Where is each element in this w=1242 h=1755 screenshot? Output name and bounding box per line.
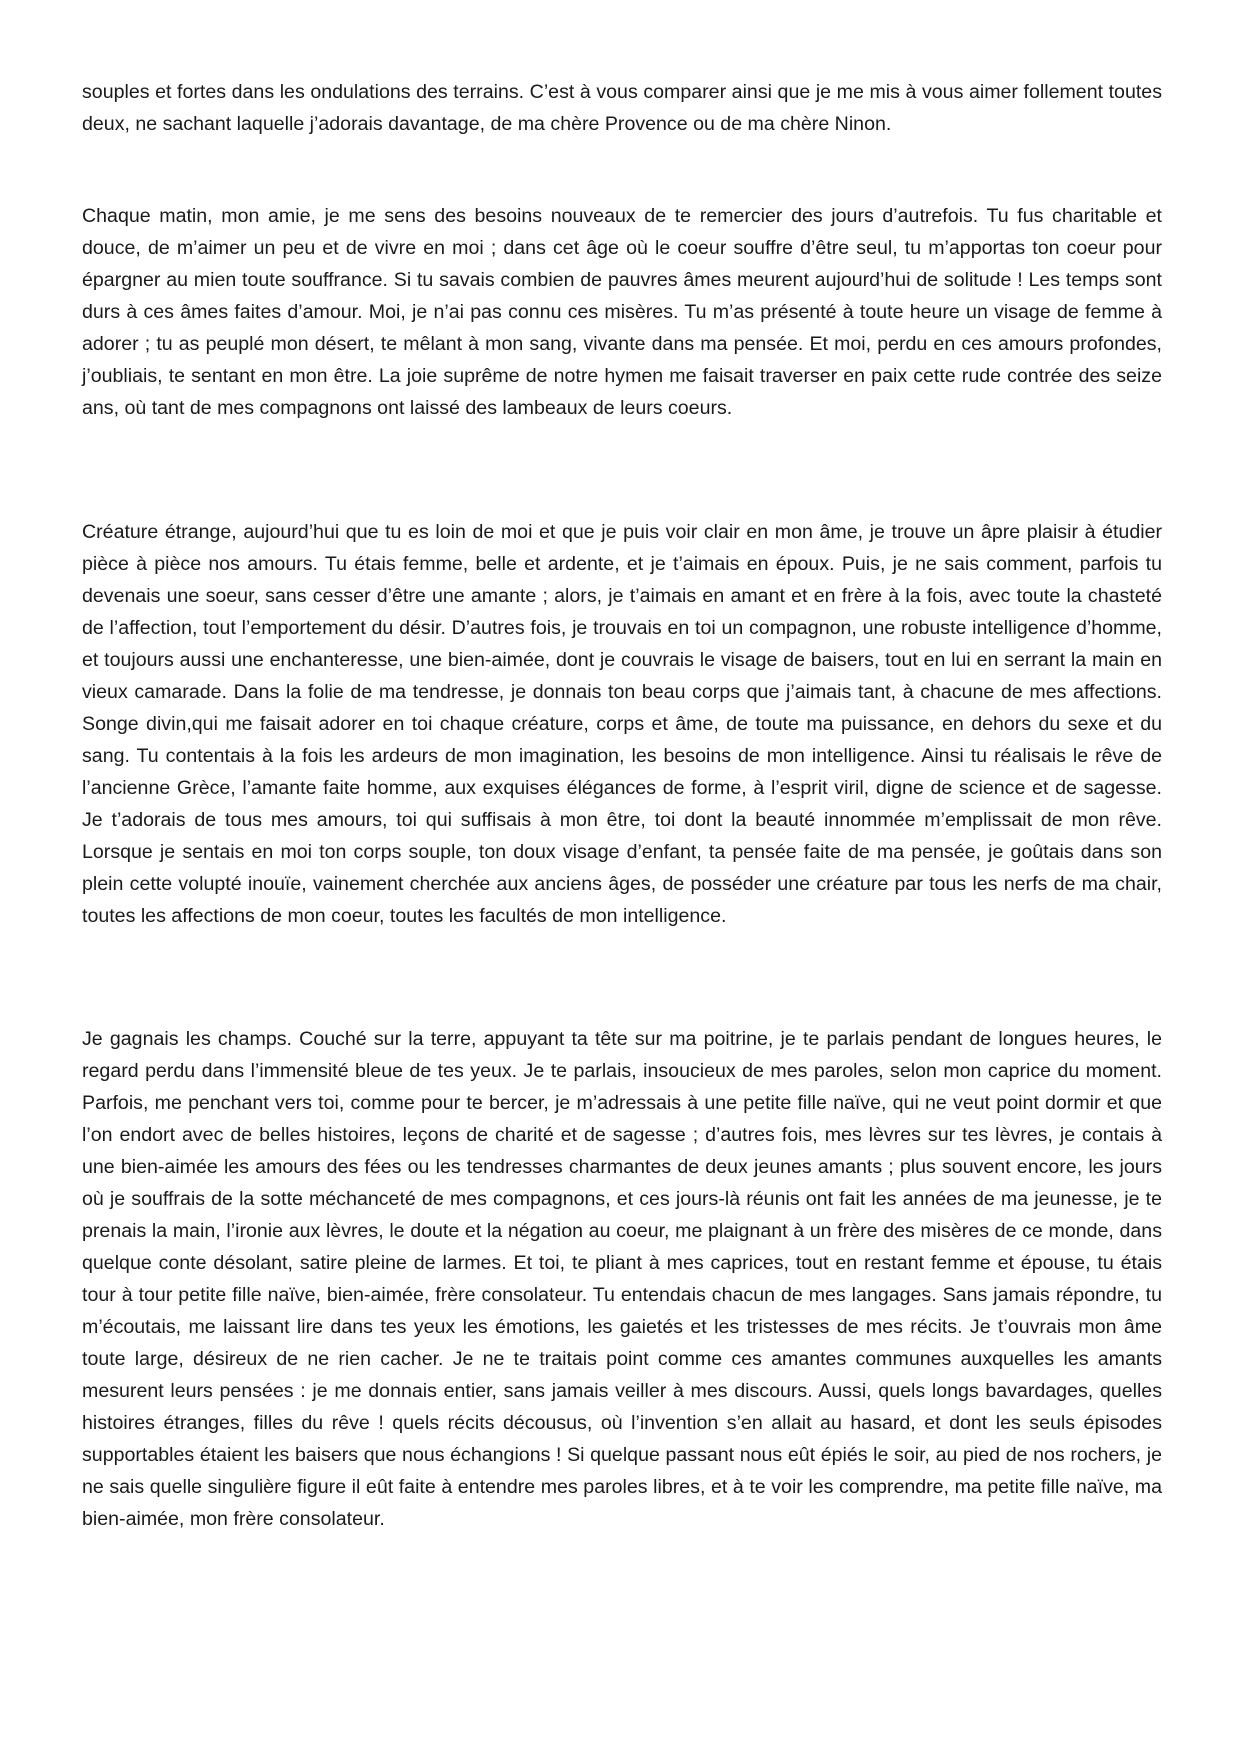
- document-page: [82, 76, 1162, 1535]
- paragraph-3: Créature étrange, aujourd’hui que tu es loin de moi et que je puis voir clair en mon âme, je trouve un âpre plaisir à étudier pièce à pièce nos amours. Tu étais femme, belle et ardente, et je t’aimais en époux. Puis, je ne sais comment, parfois tu devenais une soeur, sans cesser d’être une amante ; alors, je t’aimais en amant et en frère à la fois, avec toute la chasteté de l’affection, tout l’emportement du désir. D’autres fois, je trouvais en toi un compagnon, une robuste intelligence d’homme, et toujours aussi une enchanteresse, une bien-aimée, dont je couvrais le visage de baisers, tout en lui en serrant la main en vieux camarade. Dans la folie de ma tendresse, je donnais ton beau corps que j’aimais tant, à chacune de mes affections. Songe divin,qui me faisait adorer en toi chaque créature, corps et âme, de toute ma puissance, en dehors du sexe et du sang. Tu contentais à la fois les ardeurs de mon imagination, les besoins de mon intelligence. Ainsi tu réalisais le rêve de l’ancienne Grèce, l’amante faite homme, aux exquises élégances de forme, à l’esprit viril, digne de science et de sagesse. Je t’adorais de tous mes amours, toi qui suffisais à mon être, toi dont la beauté innommée m’emplissait de mon rêve. Lorsque je sentais en moi ton corps souple, ton doux visage d’enfant, ta pensée faite de ma pensée, je goûtais dans son plein cette volupté inouïe, vainement cherchée aux anciens âges, de posséder une créature par tous les nerfs de ma chair, toutes les affections de mon coeur, toutes les facultés de mon intelligence.: [82, 521, 1162, 927]
- paragraph-1: souples et fortes dans les ondulations des terrains. C’est à vous comparer ainsi que je me mis à vous aimer follement toutes deux, ne sachant laquelle j’adorais davantage, de ma chère Provence ou de ma chère Ninon.: [82, 81, 1162, 135]
- paragraph-4: Je gagnais les champs. Couché sur la terre, appuyant ta tête sur ma poitrine, je te parlais pendant de longues heures, le regard perdu dans l’immensité bleue de tes yeux. Je te parlais, insoucieux de mes paroles, selon mon caprice du moment. Parfois, me penchant vers toi, comme pour te bercer, je m’adressais à une petite fille naïve, qui ne veut point dormir et que l’on endort avec de belles histoires, leçons de charité et de sagesse ; d’autres fois, mes lèvres sur tes lèvres, je contais à une bien-aimée les amours des fées ou les tendresses charmantes de deux jeunes amants ; plus souvent encore, les jours où je souffrais de la sotte méchanceté de mes compagnons, et ces jours-là réunis ont fait les années de ma jeunesse, je te prenais la main, l’ironie aux lèvres, le doute et la négation au coeur, me plaignant à un frère des misères de ce monde, dans quelque conte désolant, satire pleine de larmes. Et toi, te pliant à mes caprices, tout en restant femme et épouse, tu étais tour à tour petite fille naïve, bien-aimée, frère consolateur. Tu entendais chacun de mes langages. Sans jamais répondre, tu m’écoutais, me laissant lire dans tes yeux les émotions, les gaietés et les tristesses de mes récits. Je t’ouvrais mon âme toute large, désireux de ne rien cacher. Je ne te traitais point comme ces amantes communes auxquelles les amants mesurent leurs pensées : je me donnais entier, sans jamais veiller à mes discours. Aussi, quels longs bavardages, quelles histoires étranges, filles du rêve ! quels récits décousus, où l’invention s’en allait au hasard, et dont les seuls épisodes supportables étaient les baisers que nous échangions ! Si quelque passant nous eût épiés le soir, au pied de nos rochers, je ne sais quelle singulière figure il eût faite à entendre mes paroles libres, et à te voir les comprendre, ma petite fille naïve, ma bien-aimée, mon frère consolateur.: [82, 1028, 1162, 1530]
- paragraph-2: Chaque matin, mon amie, je me sens des besoins nouveaux de te remercier des jours d’autrefois. Tu fus charitable et douce, de m’aimer un peu et de vivre en moi ; dans cet âge où le coeur souffre d’être seul, tu m’apportas ton coeur pour épargner au mien toute souffrance. Si tu savais combien de pauvres âmes meurent aujourd’hui de solitude ! Les temps sont durs à ces âmes faites d’amour. Moi, je n’ai pas connu ces misères. Tu m’as présenté à toute heure un visage de femme à adorer ; tu as peuplé mon désert, te mêlant à mon sang, vivante dans ma pensée. Et moi, perdu en ces amours profondes, j’oubliais, te sentant en mon être. La joie suprême de notre hymen me faisait traverser en paix cette rude contrée des seize ans, où tant de mes compagnons ont laissé des lambeaux de leurs coeurs.: [82, 205, 1162, 419]
